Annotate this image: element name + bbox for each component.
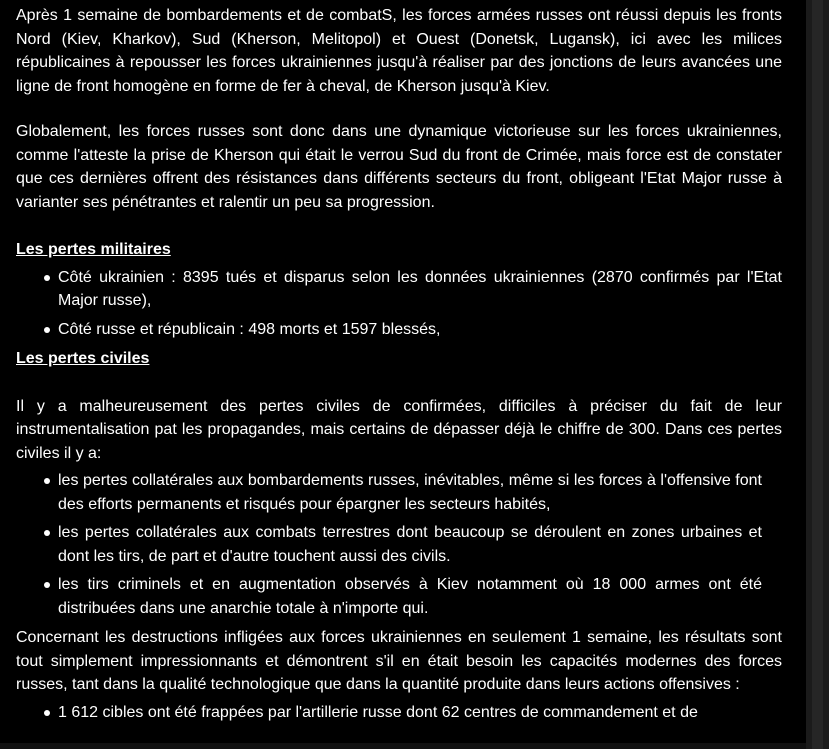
list-item: les pertes collatérales aux bombardements russes, inévitables, même si les forces à l'offensive font des efforts permanents et risqués pour épargner les secteurs habités, bbox=[58, 469, 762, 516]
scrollbar-thumb[interactable] bbox=[812, 0, 823, 749]
civil-losses-paragraph: Il y a malheureusement des pertes civiles de confirmées, difficiles à préciser du fait de leur instrumentalisation pat les propagandes, mais certains de dépasser déjà le chiffre de 300. Dans ces pertes civiles il y a: bbox=[16, 397, 782, 462]
global-paragraph: Globalement, les forces russes sont donc dans une dynamique victorieuse sur les forces ukrainiennes, comme l'atteste la prise de Kherson qui était le verrou Sud du front de Crimée, mais force est de constater que ces dernières offrent des résistances dans différents secteurs du front, obligeant l'Etat Major russe à varianter ses pénétrantes et ralentir un peu sa progression. bbox=[16, 123, 782, 211]
list-item: Côté ukrainien : 8395 tués et disparus selon les données ukrainiennes (2870 confirmés par l'Etat Major russe), bbox=[58, 266, 782, 313]
civil-losses-list bbox=[16, 469, 782, 620]
vertical-scrollbar[interactable] bbox=[806, 0, 829, 749]
intro-paragraph: Après 1 semaine de bombardements et de combatS, les forces armées russes ont réussi depuis les fronts Nord (Kiev, Kharkov), Sud (Kherson, Melitopol) et Ouest (Donetsk, Lugansk), ici avec les milices républicaines à repousser les forces ukrainiennes jusqu'à réaliser par des jonctions de leurs avancées une ligne de front homogène en forme de fer à cheval, de Kherson jusqu'à Kiev. bbox=[16, 7, 782, 95]
military-losses-list bbox=[16, 266, 782, 342]
list-item: Côté russe et républicain : 498 morts et 1597 blessés, bbox=[58, 318, 782, 342]
list-item: les tirs criminels et en augmentation observés à Kiev notamment où 18 000 armes ont été distribuées dans une anarchie totale à n'importe qui. bbox=[58, 573, 762, 620]
destruction-list bbox=[16, 701, 782, 725]
list-item: 1 612 cibles ont été frappées par l'artillerie russe dont 62 centres de commandement et de bbox=[58, 701, 762, 725]
destruction-paragraph: Concernant les destructions infligées aux forces ukrainiennes en seulement 1 semaine, les résultats sont tout simplement impressionnants et démontrent s'il en était besoin les capacités modernes des forces russes, tant dans la qualité technologique que dans la quantité produite dans leurs actions offensives : bbox=[16, 629, 782, 693]
military-losses-heading: Les pertes militaires bbox=[16, 241, 171, 258]
list-item: les pertes collatérales aux combats terrestres dont beaucoup se déroulent en zones urbaines et dont les tirs, de part et d'autre touchent aussi des civils. bbox=[58, 521, 762, 568]
civil-losses-heading: Les pertes civiles bbox=[16, 350, 150, 367]
horizontal-scroll-area bbox=[0, 743, 806, 749]
